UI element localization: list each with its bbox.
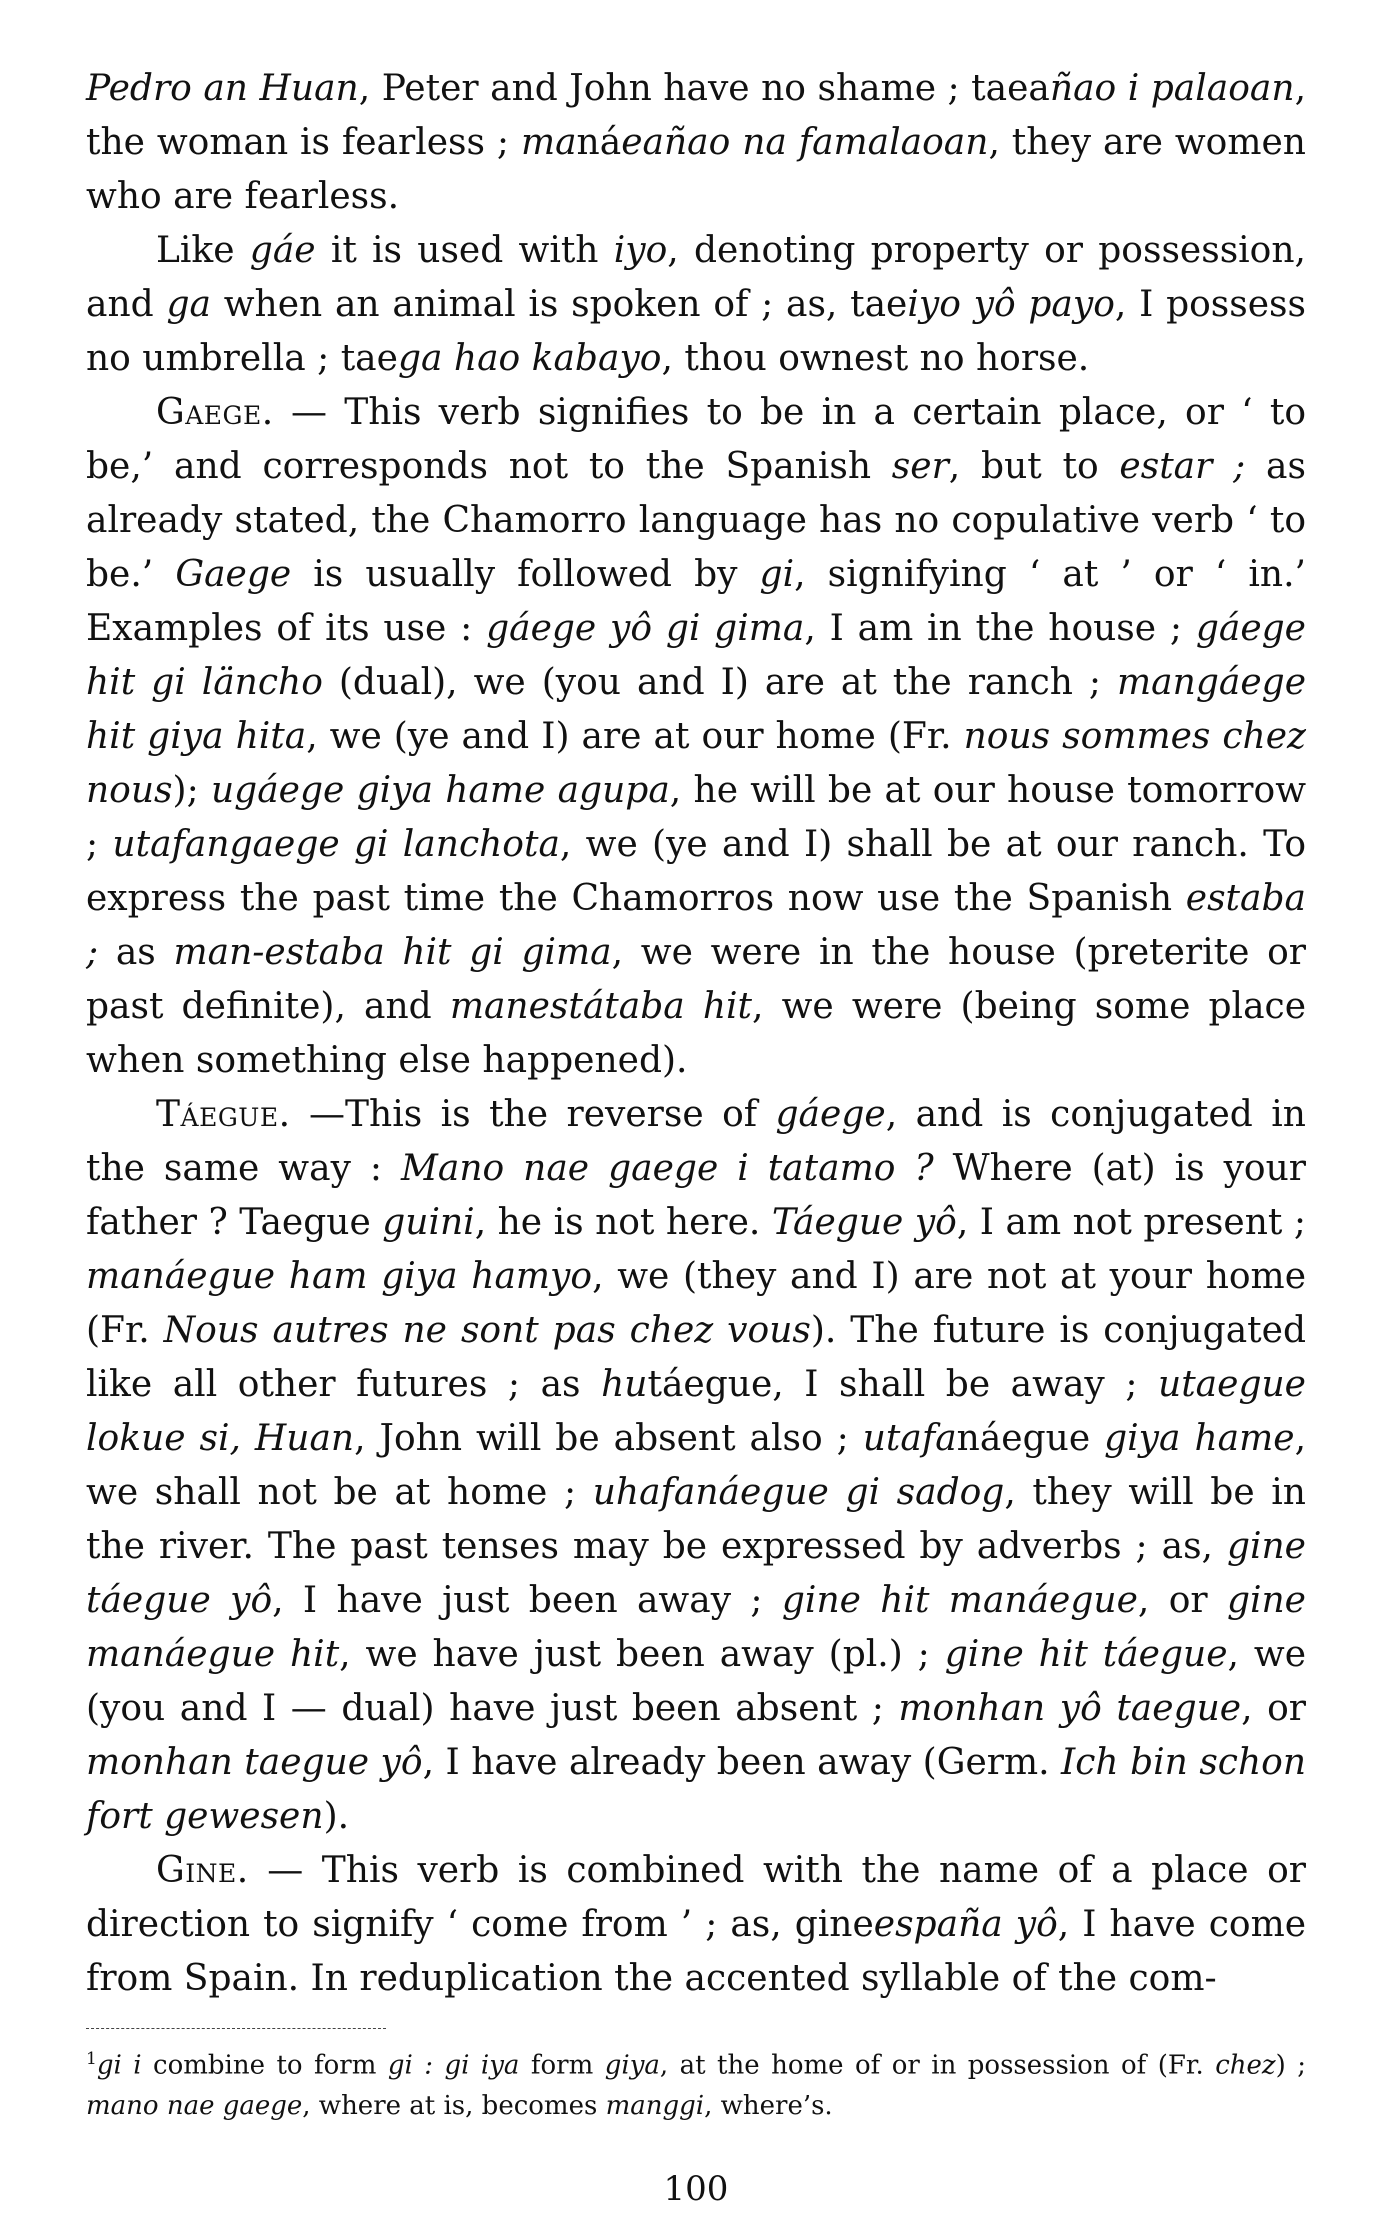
italic-text: gine hit táegue bbox=[944, 1634, 1228, 1675]
italic-text: Mano nae gaege i tatamo ? bbox=[401, 1148, 934, 1189]
text-run: — This verb signifies to be in a certain place, or ‘ to be,’ and corresponds not to the Spanish bbox=[86, 392, 1306, 487]
italic-text: chez bbox=[1215, 2050, 1276, 2081]
text-run: ná bbox=[576, 122, 622, 163]
text-run: , we shall not be at home ; bbox=[86, 1418, 1307, 1513]
text-run: , they will be in the river. The past tenses may be expressed by adverbs ; as, bbox=[86, 1472, 1306, 1567]
italic-text: gáe bbox=[249, 230, 316, 271]
text-run: ). The future is conjugated like all other futures ; as bbox=[86, 1310, 1306, 1405]
text-run: , I am not present ; bbox=[956, 1202, 1306, 1243]
italic-text: monhan taegue yô bbox=[86, 1742, 423, 1783]
italic-text: ga hao kabayo bbox=[397, 338, 662, 379]
text-run: Where (at) is your father ? Taegue bbox=[86, 1148, 1306, 1243]
italic-text: Gaege bbox=[175, 554, 292, 595]
paragraph bbox=[86, 1088, 1306, 1844]
text-run: , I have already been away (Germ. bbox=[422, 1742, 1062, 1783]
italic-text: nous sommes chez nous bbox=[86, 716, 1307, 811]
italic-text: mangáege hit giya hita bbox=[86, 662, 1306, 757]
italic-text: gáege bbox=[775, 1094, 886, 1135]
text-run: , where at is, becomes bbox=[302, 2090, 606, 2121]
italic-text: gi bbox=[759, 554, 795, 595]
text-run: , signifying ‘ at ’ or ‘ in.’ Examples of its use : bbox=[86, 554, 1306, 649]
italic-text: man-estaba hit gi gima bbox=[173, 932, 612, 973]
text-run: is usually followed by bbox=[291, 554, 760, 595]
italic-text: utafangaege gi lanchota bbox=[112, 824, 560, 865]
page-number: 100 bbox=[663, 2168, 729, 2209]
text-run: , we were in the house (preterite or past definite), and bbox=[86, 932, 1306, 1027]
text-run: as already stated, the Chamorro language has no copulative verb ‘ to be.’ bbox=[86, 446, 1306, 595]
italic-text: iyo bbox=[613, 230, 668, 271]
text-run: , we have just been away (pl.) ; bbox=[339, 1634, 945, 1675]
italic-text: gine hit manáegue bbox=[781, 1580, 1138, 1621]
text-run: , but to bbox=[948, 446, 1120, 487]
text-run: ). bbox=[323, 1796, 350, 1837]
italic-text: hu bbox=[601, 1364, 648, 1405]
italic-text: utaegue lokue si, Huan bbox=[86, 1364, 1306, 1459]
italic-text: Nous autres ne sont pas chez vous bbox=[163, 1310, 811, 1351]
italic-text: gine táegue yô bbox=[86, 1526, 1306, 1621]
italic-text: gáege yô gi gima bbox=[486, 608, 805, 649]
text-run: ) ; bbox=[1275, 2050, 1307, 2081]
footnote-marker: 1 bbox=[86, 2049, 97, 2069]
text-run: it is used with bbox=[315, 230, 614, 271]
italic-text: giya hame bbox=[1104, 1418, 1295, 1459]
text-run: form bbox=[519, 2050, 605, 2081]
italic-text: eañao na famalaoan bbox=[621, 122, 989, 163]
text-run: when an animal is spoken of ; as, tae bbox=[210, 284, 908, 325]
text-run: , he will be at our house tomorrow ; bbox=[86, 770, 1307, 865]
text-run: Like bbox=[156, 230, 250, 271]
text-run: , John will be absent also ; bbox=[354, 1418, 863, 1459]
text-run: , thou ownest no horse. bbox=[661, 338, 1090, 379]
text-run: , at the home of or in possession of (Fr. bbox=[659, 2050, 1216, 2081]
text-run: , or bbox=[1241, 1688, 1306, 1729]
text-run: , I have come from Spain. In reduplication the accented syllable of the com- bbox=[86, 1904, 1307, 1999]
italic-text: ser bbox=[891, 446, 949, 487]
italic-text: ga bbox=[166, 284, 211, 325]
italic-text: españa yô bbox=[873, 1904, 1058, 1945]
body-text bbox=[86, 62, 1306, 2006]
text-run: ); bbox=[172, 770, 211, 811]
footnote-divider bbox=[86, 2028, 386, 2029]
italic-text: uhafanáegue gi sadog bbox=[592, 1472, 1005, 1513]
book-page bbox=[86, 62, 1307, 2209]
verb-heading: Táegue. bbox=[156, 1094, 291, 1135]
text-run: , we (ye and I) are at our home (Fr. bbox=[306, 716, 964, 757]
italic-text: mano nae gaege bbox=[86, 2090, 303, 2121]
italic-text: gáege hit gi läncho bbox=[86, 608, 1306, 703]
paragraph bbox=[86, 386, 1306, 1088]
italic-text: manestátaba hit bbox=[449, 986, 753, 1027]
italic-text: estar ; bbox=[1119, 446, 1246, 487]
italic-text: ñao i palaoan bbox=[1049, 68, 1295, 109]
text-run: , denoting property or possession, and bbox=[86, 230, 1306, 325]
italic-text: gi : gi iya bbox=[387, 2050, 520, 2081]
text-run: —This is the reverse of bbox=[290, 1094, 776, 1135]
verb-heading: Gaege. bbox=[156, 392, 274, 433]
text-run: as bbox=[98, 932, 174, 973]
text-run: , we were (being some place when something else happened). bbox=[86, 986, 1307, 1081]
text-run: combine to form bbox=[141, 2050, 388, 2081]
verb-heading: Gine. bbox=[156, 1850, 249, 1891]
italic-text: utafa bbox=[862, 1418, 957, 1459]
italic-text: ugáege giya hame agupa bbox=[210, 770, 670, 811]
italic-text: Táegue yô bbox=[771, 1202, 957, 1243]
text-run: , they are women who are fearless. bbox=[86, 122, 1306, 217]
text-run: , we (they and I) are not at your home (Fr. bbox=[86, 1256, 1307, 1351]
text-run: táegue, I shall be away ; bbox=[647, 1364, 1159, 1405]
text-run: , Peter and John have no shame ; taea bbox=[358, 68, 1050, 109]
italic-text: giya bbox=[604, 2050, 660, 2081]
text-run: náegue bbox=[956, 1418, 1105, 1459]
text-run: (dual), we (you and I) are at the ranch ; bbox=[322, 662, 1118, 703]
text-run: , we (ye and I) shall be at our ranch. To express the past time the Chamorros now use the Spanish bbox=[86, 824, 1307, 919]
paragraph bbox=[86, 62, 1306, 224]
italic-text: Ich bin schon fort gewesen bbox=[86, 1742, 1306, 1837]
text-run: , I possess no umbrella ; tae bbox=[86, 284, 1306, 379]
text-run: , and is conjugated in the same way : bbox=[86, 1094, 1306, 1189]
text-run: , I am in the house ; bbox=[804, 608, 1196, 649]
paragraph bbox=[86, 1844, 1306, 2006]
italic-text: guini bbox=[382, 1202, 475, 1243]
text-run: , where’s. bbox=[704, 2090, 833, 2121]
text-run: , the woman is fearless ; bbox=[86, 68, 1307, 163]
italic-text: gine manáegue hit bbox=[86, 1580, 1306, 1675]
italic-text: manáegue ham giya hamyo bbox=[86, 1256, 593, 1297]
text-run: , or bbox=[1137, 1580, 1227, 1621]
text-run: , I have just been away ; bbox=[272, 1580, 782, 1621]
italic-text: estaba ; bbox=[86, 878, 1306, 973]
italic-text: gi i bbox=[96, 2050, 142, 2081]
text-run: — This verb is combined with the name of a place or direction to signify ‘ come from ’ ; as, gine bbox=[86, 1850, 1306, 1945]
italic-text: manggi bbox=[605, 2090, 705, 2121]
paragraph bbox=[86, 224, 1306, 386]
footnote bbox=[86, 2039, 1306, 2126]
italic-text: iyo yô payo bbox=[907, 284, 1115, 325]
italic-text: ma bbox=[520, 122, 577, 163]
text-run: , we (you and I — dual) have just been absent ; bbox=[86, 1634, 1307, 1729]
text-run: , he is not here. bbox=[474, 1202, 772, 1243]
italic-text: Pedro an Huan bbox=[86, 68, 359, 109]
italic-text: monhan yô taegue bbox=[898, 1688, 1242, 1729]
